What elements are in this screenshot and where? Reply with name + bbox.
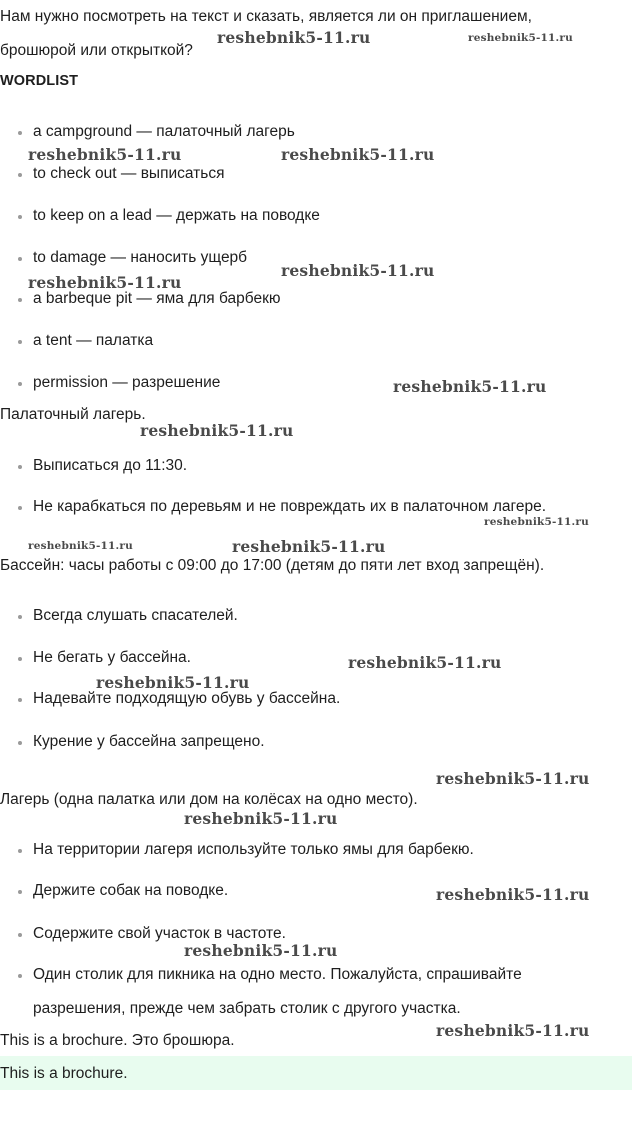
- watermark: reshebnik5-11.ru: [436, 769, 590, 788]
- watermark: reshebnik5-11.ru: [436, 1021, 590, 1040]
- watermark: reshebnik5-11.ru: [281, 145, 435, 164]
- campsite-title: Лагерь (одна палатка или дом на колёсах на одно место).: [0, 791, 418, 808]
- wordlist-heading: WORDLIST: [0, 73, 79, 89]
- watermark: reshebnik5-11.ru: [96, 673, 250, 692]
- watermark: reshebnik5-11.ru: [140, 421, 294, 440]
- campground-rule: Выписаться до 11:30.: [33, 457, 188, 474]
- watermark: reshebnik5-11.ru: [184, 809, 338, 828]
- watermark: reshebnik5-11.ru: [217, 28, 371, 47]
- watermark: reshebnik5-11.ru: [28, 273, 182, 292]
- pool-rule: Курение у бассейна запрещено.: [33, 733, 265, 750]
- task-text-line-1: Нам нужно посмотреть на текст и сказать, является ли он приглашением,: [0, 8, 532, 25]
- answer-text: This is a brochure.: [0, 1065, 128, 1082]
- pool-rule: Всегда слушать спасателей.: [33, 607, 238, 624]
- wordlist-item: a tent — палатка: [33, 332, 154, 349]
- pool-rule: Не бегать у бассейна.: [33, 649, 191, 666]
- task-text-line-2: брошюрой или открыткой?: [0, 42, 193, 59]
- watermark: reshebnik5-11.ru: [28, 145, 182, 164]
- wordlist-item: a barbeque pit — яма для барбекю: [33, 290, 281, 307]
- watermark: reshebnik5-11.ru: [348, 653, 502, 672]
- wordlist-item: to keep on a lead — держать на поводке: [33, 207, 320, 224]
- wordlist-item: permission — разрешение: [33, 374, 221, 391]
- watermark: reshebnik5-11.ru: [393, 377, 547, 396]
- wordlist-item: a campground — палаточный лагерь: [33, 123, 295, 140]
- campsite-rule: На территории лагеря используйте только ямы для барбекю.: [33, 841, 474, 858]
- watermark: reshebnik5-11.ru: [468, 32, 573, 44]
- conclusion-text: This is a brochure. Это брошюра.: [0, 1032, 235, 1049]
- campsite-rule: Держите собак на поводке.: [33, 882, 229, 899]
- watermark: reshebnik5-11.ru: [28, 540, 133, 552]
- wordlist-item: to damage — наносить ущерб: [33, 249, 248, 266]
- watermark: reshebnik5-11.ru: [232, 537, 386, 556]
- wordlist-item: to check out — выписаться: [33, 165, 225, 182]
- answer-highlight-box: [0, 1056, 632, 1090]
- campsite-rule-continuation: разрешения, прежде чем забрать столик с другого участка.: [33, 1000, 461, 1017]
- watermark: reshebnik5-11.ru: [184, 941, 338, 960]
- watermark: reshebnik5-11.ru: [281, 261, 435, 280]
- watermark: reshebnik5-11.ru: [484, 516, 589, 528]
- pool-title: Бассейн: часы работы с 09:00 до 17:00 (детям до пяти лет вход запрещён).: [0, 557, 545, 574]
- campsite-rule: Один столик для пикника на одно место. Пожалуйста, спрашивайте: [33, 966, 522, 983]
- campground-title: Палаточный лагерь.: [0, 406, 146, 423]
- campground-rule: Не карабкаться по деревьям и не повреждать их в палаточном лагере.: [33, 498, 546, 515]
- campsite-rule: Содержите свой участок в частоте.: [33, 925, 286, 942]
- watermark: reshebnik5-11.ru: [436, 885, 590, 904]
- pool-rule: Надевайте подходящую обувь у бассейна.: [33, 690, 341, 707]
